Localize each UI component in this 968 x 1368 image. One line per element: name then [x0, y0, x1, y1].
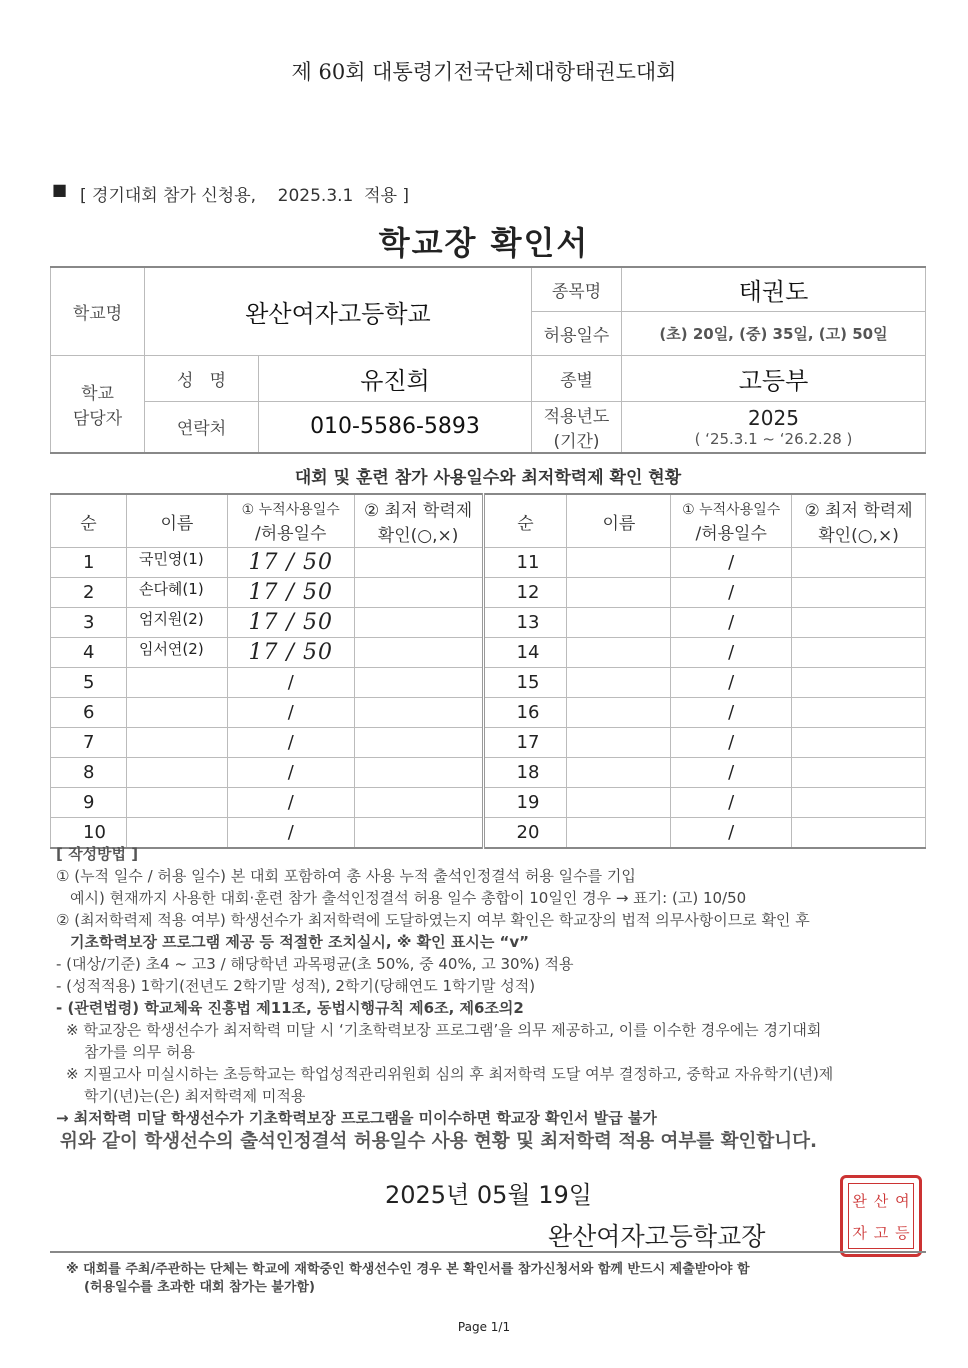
header-check-right-2: 확인(○,×) [818, 526, 899, 546]
row-number: 8 [51, 758, 127, 788]
year-label [532, 401, 622, 453]
year-cell [622, 401, 926, 453]
seal-char: 여 [895, 1191, 910, 1210]
days-cell [227, 638, 354, 668]
seal-char: 등 [895, 1223, 910, 1242]
slash: / [286, 580, 295, 605]
table-row [51, 758, 926, 788]
row-number-right: 11 [483, 548, 567, 578]
usage-table [50, 493, 926, 849]
student-name [126, 758, 227, 788]
notes-heading: [ 작성방법 ] [56, 845, 139, 863]
staff-label [51, 355, 145, 453]
table-row [51, 788, 926, 818]
student-name [126, 728, 227, 758]
header-days [227, 494, 354, 548]
header-no-right: 순 [483, 494, 567, 548]
footnote-1: ※ 대회를 주최/주관하는 단체는 학교에 재학중인 학생선수인 경우 본 확인서를 참가신청서와 함께 반드시 제출받아야 함 [66, 1262, 750, 1277]
principal-name: 완산여자고등학교장 [548, 1222, 766, 1251]
row-number-right: 13 [483, 608, 567, 638]
student-name-right [567, 548, 671, 578]
row-number-right: 18 [483, 758, 567, 788]
check-cell-right [792, 698, 926, 728]
check-cell-right [792, 608, 926, 638]
school-label: 학교명 [51, 267, 145, 355]
days-cell: / [227, 698, 354, 728]
student-name-right [567, 638, 671, 668]
info-table [50, 266, 926, 454]
event-title: 제 60회 대통령기전국단체대항태권도대회 [291, 60, 677, 84]
days-cell-right: / [671, 548, 792, 578]
days-cell: / [227, 668, 354, 698]
table-row [51, 668, 926, 698]
days-cell [227, 608, 354, 638]
row-number: 7 [51, 728, 127, 758]
table-row [51, 548, 926, 578]
row-number: 10 [51, 818, 127, 849]
slash: / [286, 550, 295, 575]
days-cell-right: / [671, 818, 792, 849]
check-cell [354, 638, 483, 668]
contact-value: 010-5586-5893 [259, 401, 532, 453]
check-cell-right [792, 668, 926, 698]
section-title: 대회 및 훈련 참가 사용일수와 최저학력제 확인 현황 [294, 468, 682, 488]
student-name [126, 668, 227, 698]
row-number: 2 [51, 578, 127, 608]
days-cell [227, 548, 354, 578]
used-days: 17 [248, 580, 279, 605]
row-number-right: 15 [483, 668, 567, 698]
used-days: 17 [248, 610, 279, 635]
student-name: 엄지원(2) [126, 608, 227, 638]
days-cell [227, 578, 354, 608]
check-cell [354, 608, 483, 638]
table-row [51, 698, 926, 728]
row-number-right: 14 [483, 638, 567, 668]
row-number: 5 [51, 668, 127, 698]
header-days-2: /허용일수 [255, 523, 327, 544]
header-no: 순 [51, 494, 127, 548]
header-check [354, 494, 483, 548]
days-cell-right: / [671, 698, 792, 728]
check-cell [354, 578, 483, 608]
check-cell-right [792, 578, 926, 608]
seal-char: 자 [852, 1223, 867, 1242]
row-number-right: 12 [483, 578, 567, 608]
header-days-right [671, 494, 792, 548]
allowed-days: 50 [302, 610, 333, 635]
school-value: 완산여자고등학교 [145, 267, 532, 355]
days-cell-right: / [671, 668, 792, 698]
footer-divider [50, 1251, 926, 1253]
year-value: 2025 [748, 405, 799, 430]
row-number: 4 [51, 638, 127, 668]
page-number: Page 1/1 [457, 1320, 511, 1334]
check-cell-right [792, 548, 926, 578]
header-name-right: 이름 [567, 494, 671, 548]
student-name-right [567, 668, 671, 698]
seal-char: 산 [873, 1191, 889, 1210]
days-cell-right: / [671, 608, 792, 638]
name-value: 유진희 [259, 355, 532, 401]
days-cell: / [227, 758, 354, 788]
sport-label: 종목명 [532, 267, 622, 311]
header-check-1: ② 최저 학력제 [364, 501, 473, 521]
header-name: 이름 [126, 494, 227, 548]
table-row [51, 578, 926, 608]
allowed-days: 50 [302, 580, 333, 605]
student-name-right [567, 698, 671, 728]
note-6a: ※ 학교장은 학생선수가 최저학력 미달 시 ‘기초학력보장 프로그램’을 의무 제공하고, 이를 이수한 경우에는 경기대회 [66, 1021, 822, 1039]
note-7b: 학기(년)는(은) 최저학력제 미적용 [84, 1087, 306, 1105]
instructions [56, 843, 936, 1129]
official-seal [840, 1175, 922, 1257]
note-5: - (관련법령) 학교체육 진흥법 제11조, 동법시행규칙 제6조, 제6조의2 [56, 999, 524, 1017]
note-8: → 최저학력 미달 학생선수가 기초학력보장 프로그램을 미이수하면 학교장 확인서 발급 불가 [56, 1109, 657, 1127]
allowed-value: (초) 20일, (중) 35일, (고) 50일 [622, 311, 926, 355]
note-1b: 예시) 현재까지 사용한 대회·훈련 참가 출석인정결석 허용 일수 총합이 10일인 경우 → 표기: (고) 10/50 [70, 889, 747, 907]
allowed-label: 허용일수 [532, 311, 622, 355]
slash: / [286, 640, 295, 665]
division-value: 고등부 [622, 355, 926, 401]
staff-label-2: 담당자 [72, 408, 123, 429]
year-label-2: (기간) [553, 431, 600, 452]
check-cell [354, 728, 483, 758]
division-label: 종별 [532, 355, 622, 401]
header-check-right [792, 494, 926, 548]
days-cell: / [227, 788, 354, 818]
used-days: 17 [248, 550, 279, 575]
header-days-right-1: ① 누적사용일수 [682, 501, 781, 518]
check-cell-right [792, 758, 926, 788]
row-number: 1 [51, 548, 127, 578]
bullet-icon: ■ [52, 180, 68, 199]
days-cell-right: / [671, 728, 792, 758]
note-2a: ② (최저학력제 적용 여부) 학생선수가 최저학력에 도달하였는지 여부 확인은 학교장의 법적 의무사항이므로 확인 후 [56, 911, 810, 929]
row-number-right: 17 [483, 728, 567, 758]
student-name-right [567, 788, 671, 818]
note-1a: ① (누적 일수 / 허용 일수) 본 대회 포함하여 총 사용 누적 출석인정결석 허용 일수를 기입 [56, 867, 636, 885]
confirm-date: 2025년 05월 19일 [385, 1181, 592, 1209]
table-row [51, 608, 926, 638]
table-row [51, 728, 926, 758]
header-check-2: 확인(○,×) [377, 526, 459, 546]
note-7a: ※ 지필고사 미실시하는 초등학교는 학업성적관리위원회 심의 후 최저학력 도달 여부 결정하고, 중학교 자유학기(년)제 [66, 1065, 834, 1083]
slash: / [286, 610, 295, 635]
row-number-right: 19 [483, 788, 567, 818]
header-check-right-1: ② 최저 학력제 [804, 501, 913, 521]
row-number-right: 16 [483, 698, 567, 728]
row-number: 9 [51, 788, 127, 818]
check-cell [354, 668, 483, 698]
used-days: 17 [248, 640, 279, 665]
student-name-right [567, 758, 671, 788]
check-cell-right [792, 728, 926, 758]
seal-chars [848, 1183, 914, 1249]
check-cell [354, 698, 483, 728]
check-cell-right [792, 788, 926, 818]
student-name: 손다혜(1) [126, 578, 227, 608]
student-name-right [567, 608, 671, 638]
check-cell [354, 788, 483, 818]
row-number: 3 [51, 608, 127, 638]
check-cell-right [792, 638, 926, 668]
row-number: 6 [51, 698, 127, 728]
student-name [126, 788, 227, 818]
table-row [51, 638, 926, 668]
student-name [126, 698, 227, 728]
days-cell: / [227, 728, 354, 758]
period-value: ( ‘25.3.1 ~ ‘26.2.28 ) [694, 429, 853, 448]
seal-char: 고 [873, 1223, 889, 1242]
header-days-right-2: /허용일수 [695, 523, 767, 544]
student-name-right [567, 578, 671, 608]
year-label-1: 적용년도 [543, 406, 610, 427]
row-number-right: 20 [483, 818, 567, 849]
note-2b: 기초학력보장 프로그램 제공 등 적절한 조치실시, ※ 확인 표시는 “v” [70, 933, 530, 951]
check-cell [354, 758, 483, 788]
check-cell [354, 548, 483, 578]
days-cell-right: / [671, 758, 792, 788]
student-name: 임서연(2) [126, 638, 227, 668]
contact-label: 연락처 [145, 401, 259, 453]
note-3: - (대상/기준) 초4 ~ 고3 / 해당학년 과목평균(초 50%, 중 40%, 고 30%) 적용 [56, 955, 574, 973]
days-cell-right: / [671, 638, 792, 668]
footnote-2: (허용일수를 초과한 대회 참가는 불가함) [84, 1280, 315, 1295]
days-cell: / [227, 818, 354, 849]
allowed-days: 50 [302, 550, 333, 575]
form-subtitle: [ 경기대회 참가 신청용, 2025.3.1 적용 ] [80, 186, 410, 206]
allowed-days: 50 [302, 640, 333, 665]
note-6b: 참가를 의무 허용 [84, 1043, 195, 1061]
header-days-1: ① 누적사용일수 [241, 501, 340, 518]
name-label: 성 명 [145, 355, 259, 401]
days-cell-right: / [671, 788, 792, 818]
student-name-right [567, 728, 671, 758]
student-name: 국민영(1) [126, 548, 227, 578]
confirm-statement: 위와 같이 학생선수의 출석인정결석 허용일수 사용 현황 및 최저학력 적용 여부를 확인합니다. [60, 1131, 817, 1152]
days-cell-right: / [671, 578, 792, 608]
seal-char: 완 [852, 1191, 867, 1210]
note-4: - (성적적용) 1학기(전년도 2학기말 성적), 2학기(당해연도 1학기말 성적) [56, 977, 536, 995]
staff-label-1: 학교 [81, 383, 114, 404]
form-title: 학교장 확인서 [378, 224, 590, 262]
sport-value: 태권도 [622, 267, 926, 311]
